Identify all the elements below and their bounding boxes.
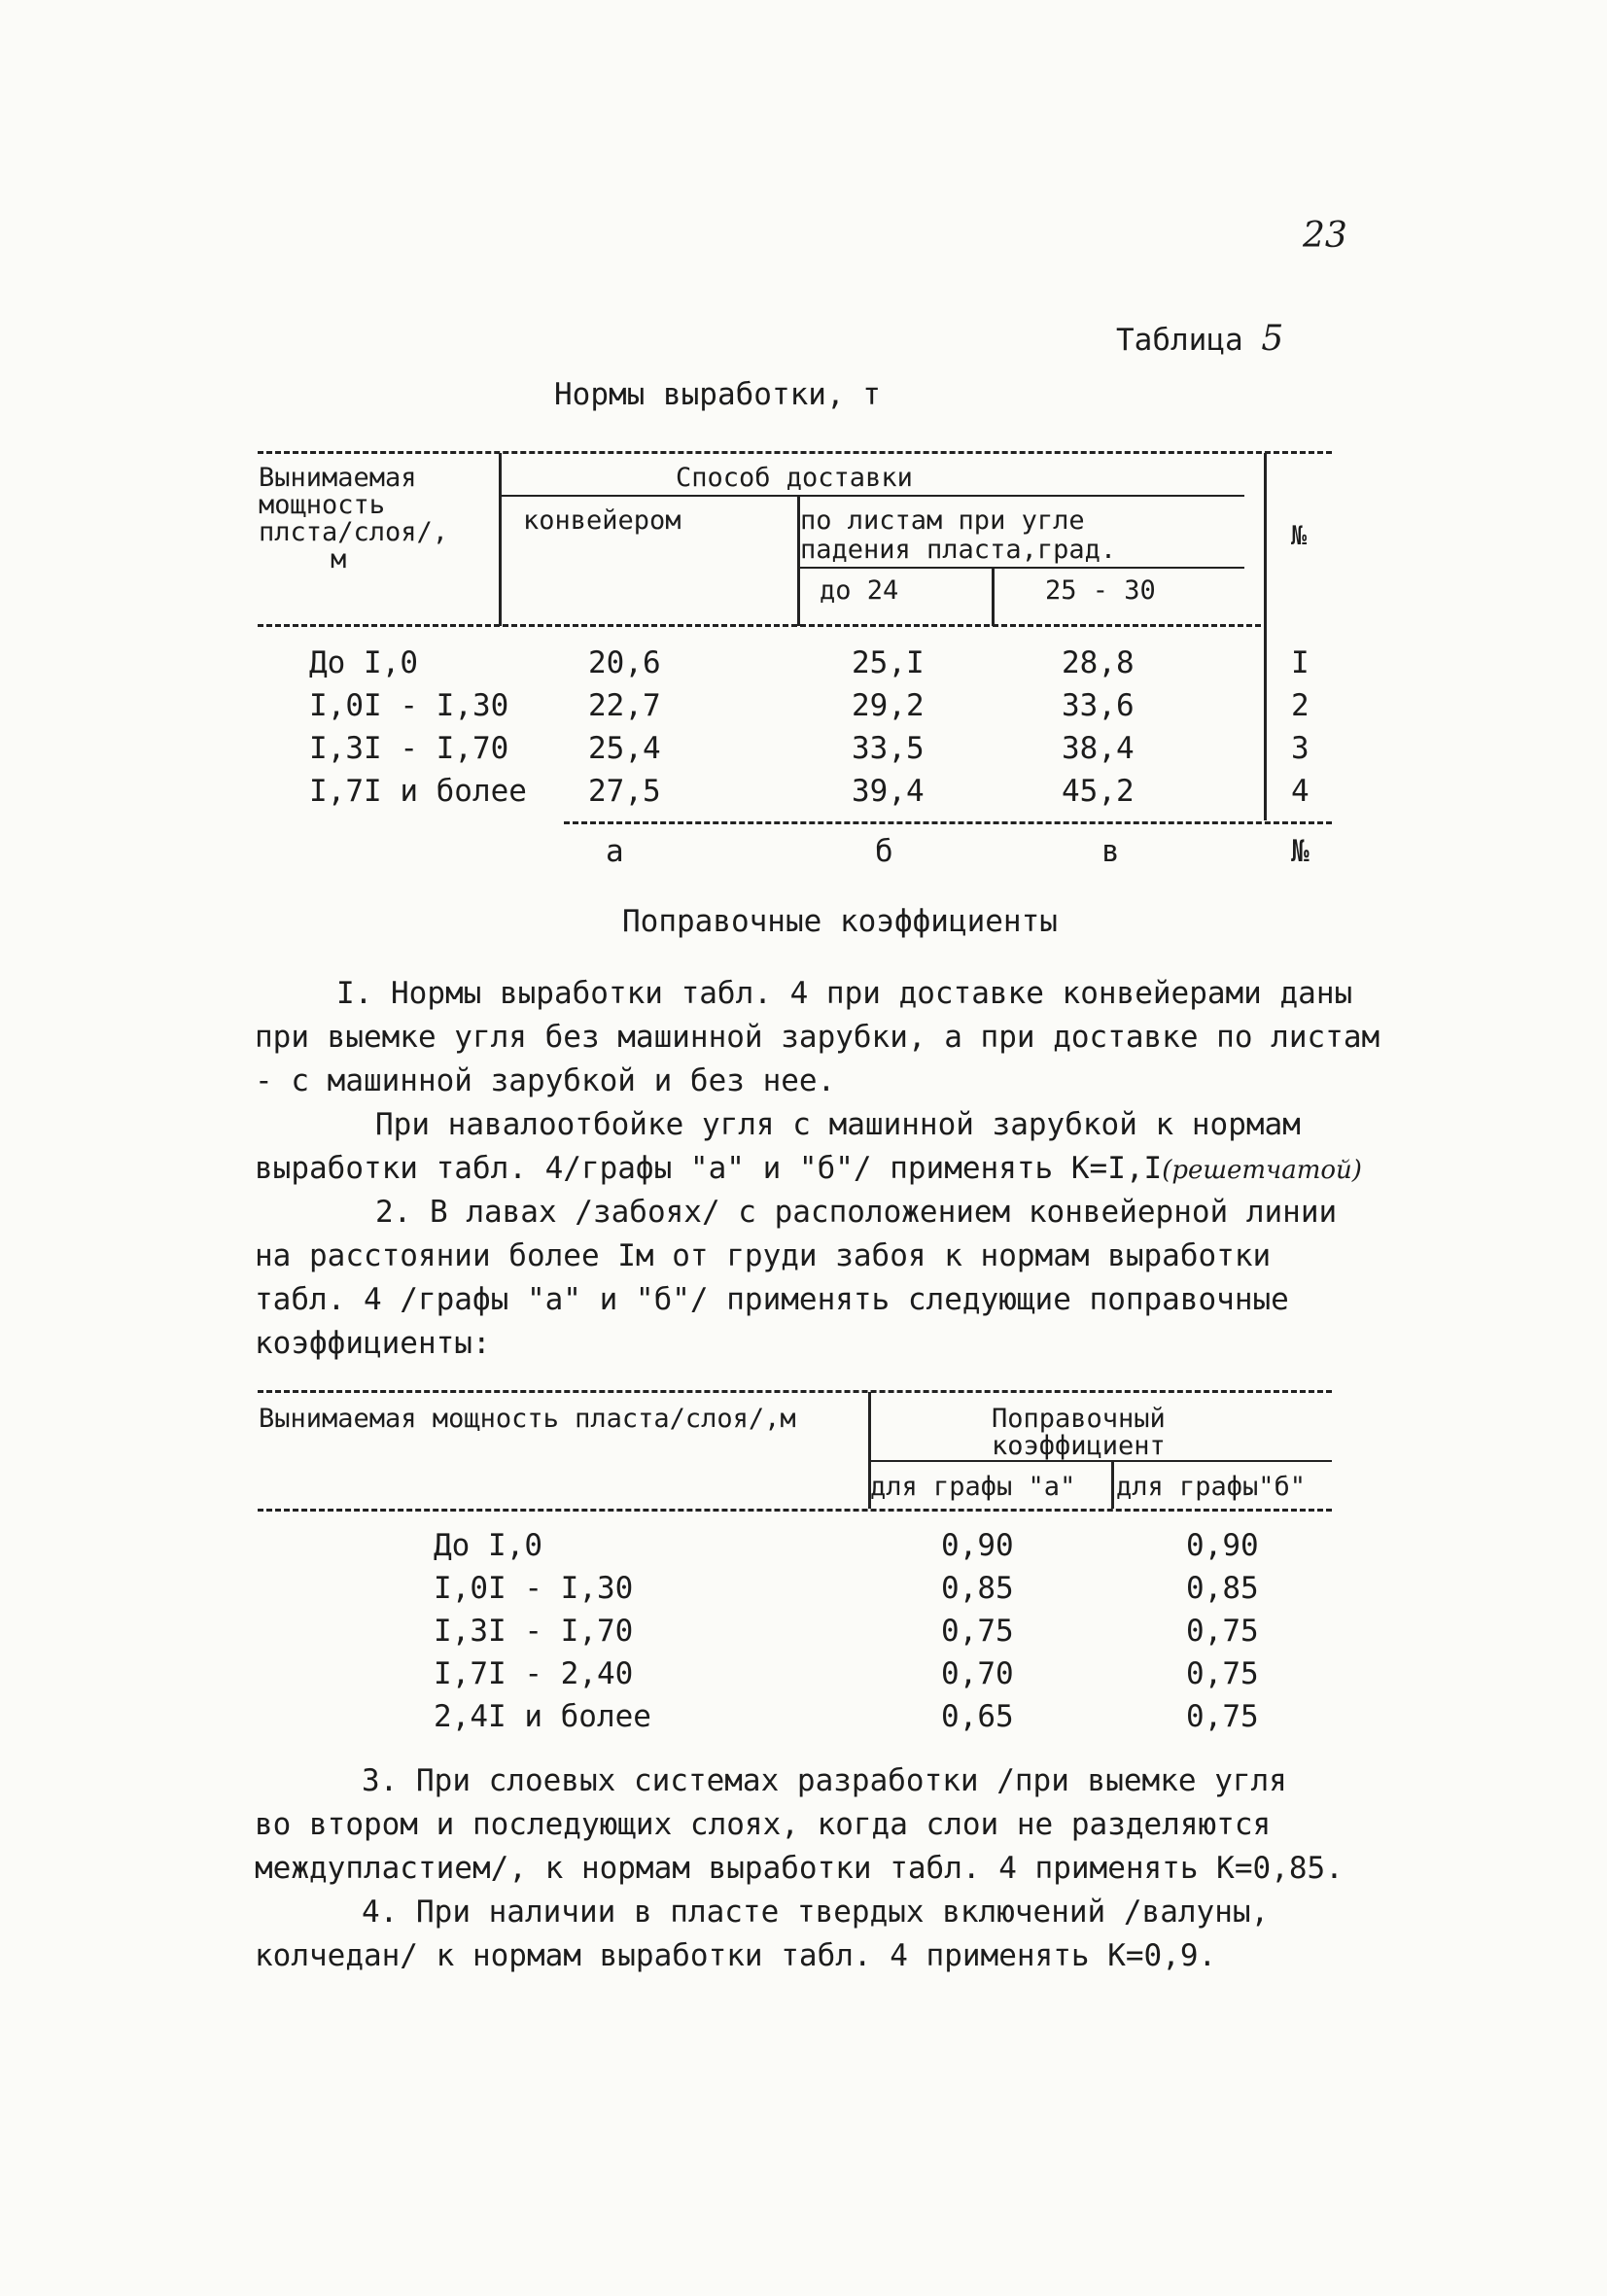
row-coef-a: 0,75 (941, 1614, 1014, 1649)
row-value-c: 33,6 (1062, 688, 1135, 723)
row-value-b: 39,4 (852, 774, 925, 809)
header-sheets-2: падения пласта,град. (800, 535, 1117, 565)
paragraph-2-line-4: коэффициенты: (255, 1326, 491, 1361)
row-number: 2 (1291, 688, 1310, 723)
ctable-header-col-b: для графы"б" (1116, 1472, 1307, 1502)
header-thickness-1: Вынимаемая (259, 463, 417, 493)
row-coef-a: 0,65 (941, 1699, 1014, 1734)
row-thickness: I,0I - I,30 (434, 1571, 634, 1606)
header-thickness-2: мощность (259, 490, 386, 520)
header-thickness-3: плста/слоя/, (259, 517, 449, 547)
row-number: I (1291, 645, 1310, 680)
paragraph-1-line-2: при выемке угля без машинной зарубки, а при доставке по листам (255, 1020, 1380, 1055)
row-value-b: 29,2 (852, 688, 925, 723)
ctable-header-col-a: для графы "а" (870, 1472, 1076, 1502)
col-divider-1 (499, 453, 502, 626)
row-value-c: 38,4 (1062, 731, 1135, 766)
row-coef-a: 0,90 (941, 1528, 1014, 1563)
ctable-header-coef-2: коэффициент (992, 1431, 1166, 1461)
row-coef-a: 0,70 (941, 1656, 1014, 1691)
row-thickness: I,0I - I,30 (309, 688, 509, 723)
header-conveyor: конвейером (523, 505, 681, 536)
ctable-top-rule (258, 1390, 1332, 1393)
paragraph-3-line-2: во втором и последующих слоях, когда слои не разделяются (255, 1807, 1272, 1842)
row-value-a: 25,4 (588, 731, 661, 766)
header-bottom-rule (258, 624, 1261, 627)
col-divider-3 (992, 569, 995, 626)
footer-number: № (1291, 834, 1310, 869)
row-value-a: 20,6 (588, 645, 661, 680)
row-thickness: I,7I и более (309, 774, 527, 809)
angle-underline (799, 567, 1244, 569)
method-underline (501, 495, 1244, 497)
handwritten-note: (решетчатой) (1162, 1156, 1362, 1185)
table-number: 5 (1261, 319, 1284, 359)
row-value-c: 28,8 (1062, 645, 1135, 680)
ctable-header-rule (258, 1509, 1332, 1512)
ctable-header-thickness: Вынимаемая мощность пласта/слоя/,м (259, 1404, 796, 1434)
table-title: Нормы выработки, т (554, 377, 881, 412)
paragraph-1b-line-1: При навалоотбойке угля с машинной зарубкой к нормам (375, 1107, 1301, 1142)
header-angle-1: до 24 (820, 575, 899, 606)
row-thickness: До I,0 (309, 645, 418, 680)
row-thickness: До I,0 (434, 1528, 542, 1563)
footer-col-c: в (1101, 834, 1120, 869)
header-number: № (1291, 521, 1308, 551)
header-thickness-4: м (331, 544, 347, 574)
row-value-a: 27,5 (588, 774, 661, 809)
row-value-b: 33,5 (852, 731, 925, 766)
row-coef-a: 0,85 (941, 1571, 1014, 1606)
footer-col-b: б (875, 834, 893, 869)
row-coef-b: 0,75 (1186, 1656, 1259, 1691)
header-sheets-1: по листам при угле (800, 505, 1085, 536)
paragraph-1b-text: выработки табл. 4/графы "а" и "б"/ применять К=I,I (255, 1151, 1163, 1186)
page-number: 23 (1303, 216, 1347, 256)
row-value-b: 25,I (852, 645, 925, 680)
row-value-c: 45,2 (1062, 774, 1135, 809)
row-coef-b: 0,85 (1186, 1571, 1259, 1606)
table-label (1116, 319, 1283, 359)
ctable-header-coef-1: Поправочный (992, 1404, 1166, 1434)
footer-col-a: а (606, 834, 624, 869)
paragraph-2-line-3: табл. 4 /графы "а" и "б"/ применять следующие поправочные (255, 1282, 1289, 1317)
table-label-text: Таблица (1116, 323, 1243, 358)
ctable-divider-2 (1111, 1462, 1114, 1509)
paragraph-2-line-1: 2. В лавах /забоях/ с расположением конвейерной линии (375, 1195, 1338, 1230)
row-coef-b: 0,75 (1186, 1614, 1259, 1649)
row-thickness: 2,4I и более (434, 1699, 651, 1734)
paragraph-3-line-1: 3. При слоевых системах разработки /при выемке угля (362, 1763, 1287, 1798)
row-thickness: I,7I - 2,40 (434, 1656, 634, 1691)
paragraph-3-line-3: междупластием/, к нормам выработки табл. 4 применять К=0,85. (255, 1851, 1344, 1886)
paragraph-1b-line-2 (255, 1147, 1362, 1193)
paragraph-2-line-2: на расстоянии более Iм от груди забоя к нормам выработки (255, 1238, 1272, 1273)
row-number: 3 (1291, 731, 1310, 766)
paragraph-1-line-1: I. Нормы выработки табл. 4 при доставке конвейерами даны (336, 976, 1353, 1011)
header-method: Способ доставки (676, 463, 913, 493)
paragraph-4-line-1: 4. При наличии в пласте твердых включений /валуны, (362, 1895, 1270, 1930)
paragraph-4-line-2: колчедан/ к нормам выработки табл. 4 применять К=0,9. (255, 1938, 1217, 1973)
table-bottom-rule (564, 821, 1332, 824)
table-top-rule (258, 451, 1332, 454)
row-value-a: 22,7 (588, 688, 661, 723)
col-divider-4 (1264, 453, 1267, 820)
row-number: 4 (1291, 774, 1310, 809)
row-thickness: I,3I - I,70 (309, 731, 509, 766)
header-angle-2: 25 - 30 (1045, 575, 1156, 606)
row-coef-b: 0,75 (1186, 1699, 1259, 1734)
row-thickness: I,3I - I,70 (434, 1614, 634, 1649)
paragraph-1-line-3: - с машинной зарубкой и без нее. (255, 1063, 836, 1098)
row-coef-b: 0,90 (1186, 1528, 1259, 1563)
section-heading: Поправочные коэффициенты (622, 904, 1058, 939)
